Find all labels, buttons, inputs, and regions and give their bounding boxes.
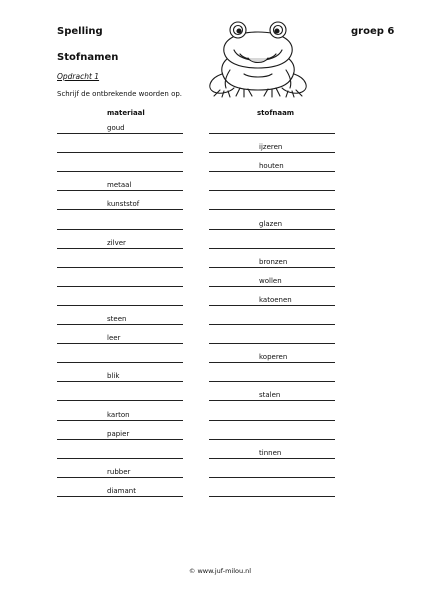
answer-line-materiaal[interactable] <box>57 171 183 172</box>
word-stofnaam: wollen <box>259 277 282 285</box>
word-materiaal: papier <box>107 430 130 438</box>
exercise-label: Opdracht 1 <box>57 72 100 81</box>
subject-label: Spelling <box>57 26 103 37</box>
answer-line-stofnaam[interactable] <box>209 458 335 459</box>
answer-line-stofnaam[interactable] <box>209 133 335 134</box>
answer-line-stofnaam[interactable] <box>209 496 335 497</box>
answer-line-materiaal[interactable] <box>57 420 183 421</box>
answer-line-materiaal[interactable] <box>57 439 183 440</box>
answer-line-materiaal[interactable] <box>57 286 183 287</box>
answer-line-materiaal[interactable] <box>57 133 183 134</box>
word-materiaal: steen <box>107 315 127 323</box>
page-title: Stofnamen <box>57 52 119 63</box>
word-materiaal: kunststof <box>107 200 140 208</box>
word-stofnaam: houten <box>259 162 284 170</box>
answer-line-stofnaam[interactable] <box>209 229 335 230</box>
answer-line-materiaal[interactable] <box>57 324 183 325</box>
answer-line-materiaal[interactable] <box>57 496 183 497</box>
answer-line-materiaal[interactable] <box>57 362 183 363</box>
word-materiaal: diamant <box>107 487 136 495</box>
word-materiaal: zilver <box>107 239 126 247</box>
answer-line-materiaal[interactable] <box>57 190 183 191</box>
word-stofnaam: glazen <box>259 220 283 228</box>
instruction-text: Schrijf de ontbrekende woorden op. <box>57 90 183 98</box>
answer-line-stofnaam[interactable] <box>209 343 335 344</box>
answer-line-materiaal[interactable] <box>57 267 183 268</box>
answer-line-stofnaam[interactable] <box>209 324 335 325</box>
answer-line-stofnaam[interactable] <box>209 286 335 287</box>
word-materiaal: leer <box>107 334 121 342</box>
answer-line-stofnaam[interactable] <box>209 439 335 440</box>
answer-line-stofnaam[interactable] <box>209 209 335 210</box>
word-materiaal: rubber <box>107 468 131 476</box>
column-header-stofnaam: stofnaam <box>257 109 295 117</box>
answer-line-materiaal[interactable] <box>57 343 183 344</box>
answer-line-stofnaam[interactable] <box>209 400 335 401</box>
answer-line-materiaal[interactable] <box>57 209 183 210</box>
word-stofnaam: tinnen <box>259 449 282 457</box>
answer-line-materiaal[interactable] <box>57 305 183 306</box>
answer-line-stofnaam[interactable] <box>209 190 335 191</box>
answer-line-stofnaam[interactable] <box>209 248 335 249</box>
answer-line-materiaal[interactable] <box>57 229 183 230</box>
answer-line-stofnaam[interactable] <box>209 305 335 306</box>
answer-line-stofnaam[interactable] <box>209 420 335 421</box>
answer-line-materiaal[interactable] <box>57 248 183 249</box>
word-materiaal: goud <box>107 124 125 132</box>
answer-line-materiaal[interactable] <box>57 381 183 382</box>
word-stofnaam: katoenen <box>259 296 292 304</box>
word-materiaal: karton <box>107 411 130 419</box>
word-stofnaam: stalen <box>259 391 281 399</box>
group-label: groep 6 <box>351 26 395 37</box>
answer-line-stofnaam[interactable] <box>209 152 335 153</box>
footer-copyright: © www.juf-milou.nl <box>188 567 252 575</box>
answer-line-materiaal[interactable] <box>57 458 183 459</box>
word-stofnaam: bronzen <box>259 258 288 266</box>
column-header-materiaal: materiaal <box>107 109 145 117</box>
answer-line-stofnaam[interactable] <box>209 381 335 382</box>
answer-line-materiaal[interactable] <box>57 152 183 153</box>
answer-line-stofnaam[interactable] <box>209 171 335 172</box>
answer-line-stofnaam[interactable] <box>209 477 335 478</box>
word-materiaal: blik <box>107 372 120 380</box>
frog-icon <box>200 20 316 98</box>
answer-line-stofnaam[interactable] <box>209 362 335 363</box>
word-stofnaam: ijzeren <box>259 143 283 151</box>
answer-line-stofnaam[interactable] <box>209 267 335 268</box>
answer-line-materiaal[interactable] <box>57 477 183 478</box>
answer-line-materiaal[interactable] <box>57 400 183 401</box>
word-stofnaam: koperen <box>259 353 288 361</box>
word-materiaal: metaal <box>107 181 132 189</box>
